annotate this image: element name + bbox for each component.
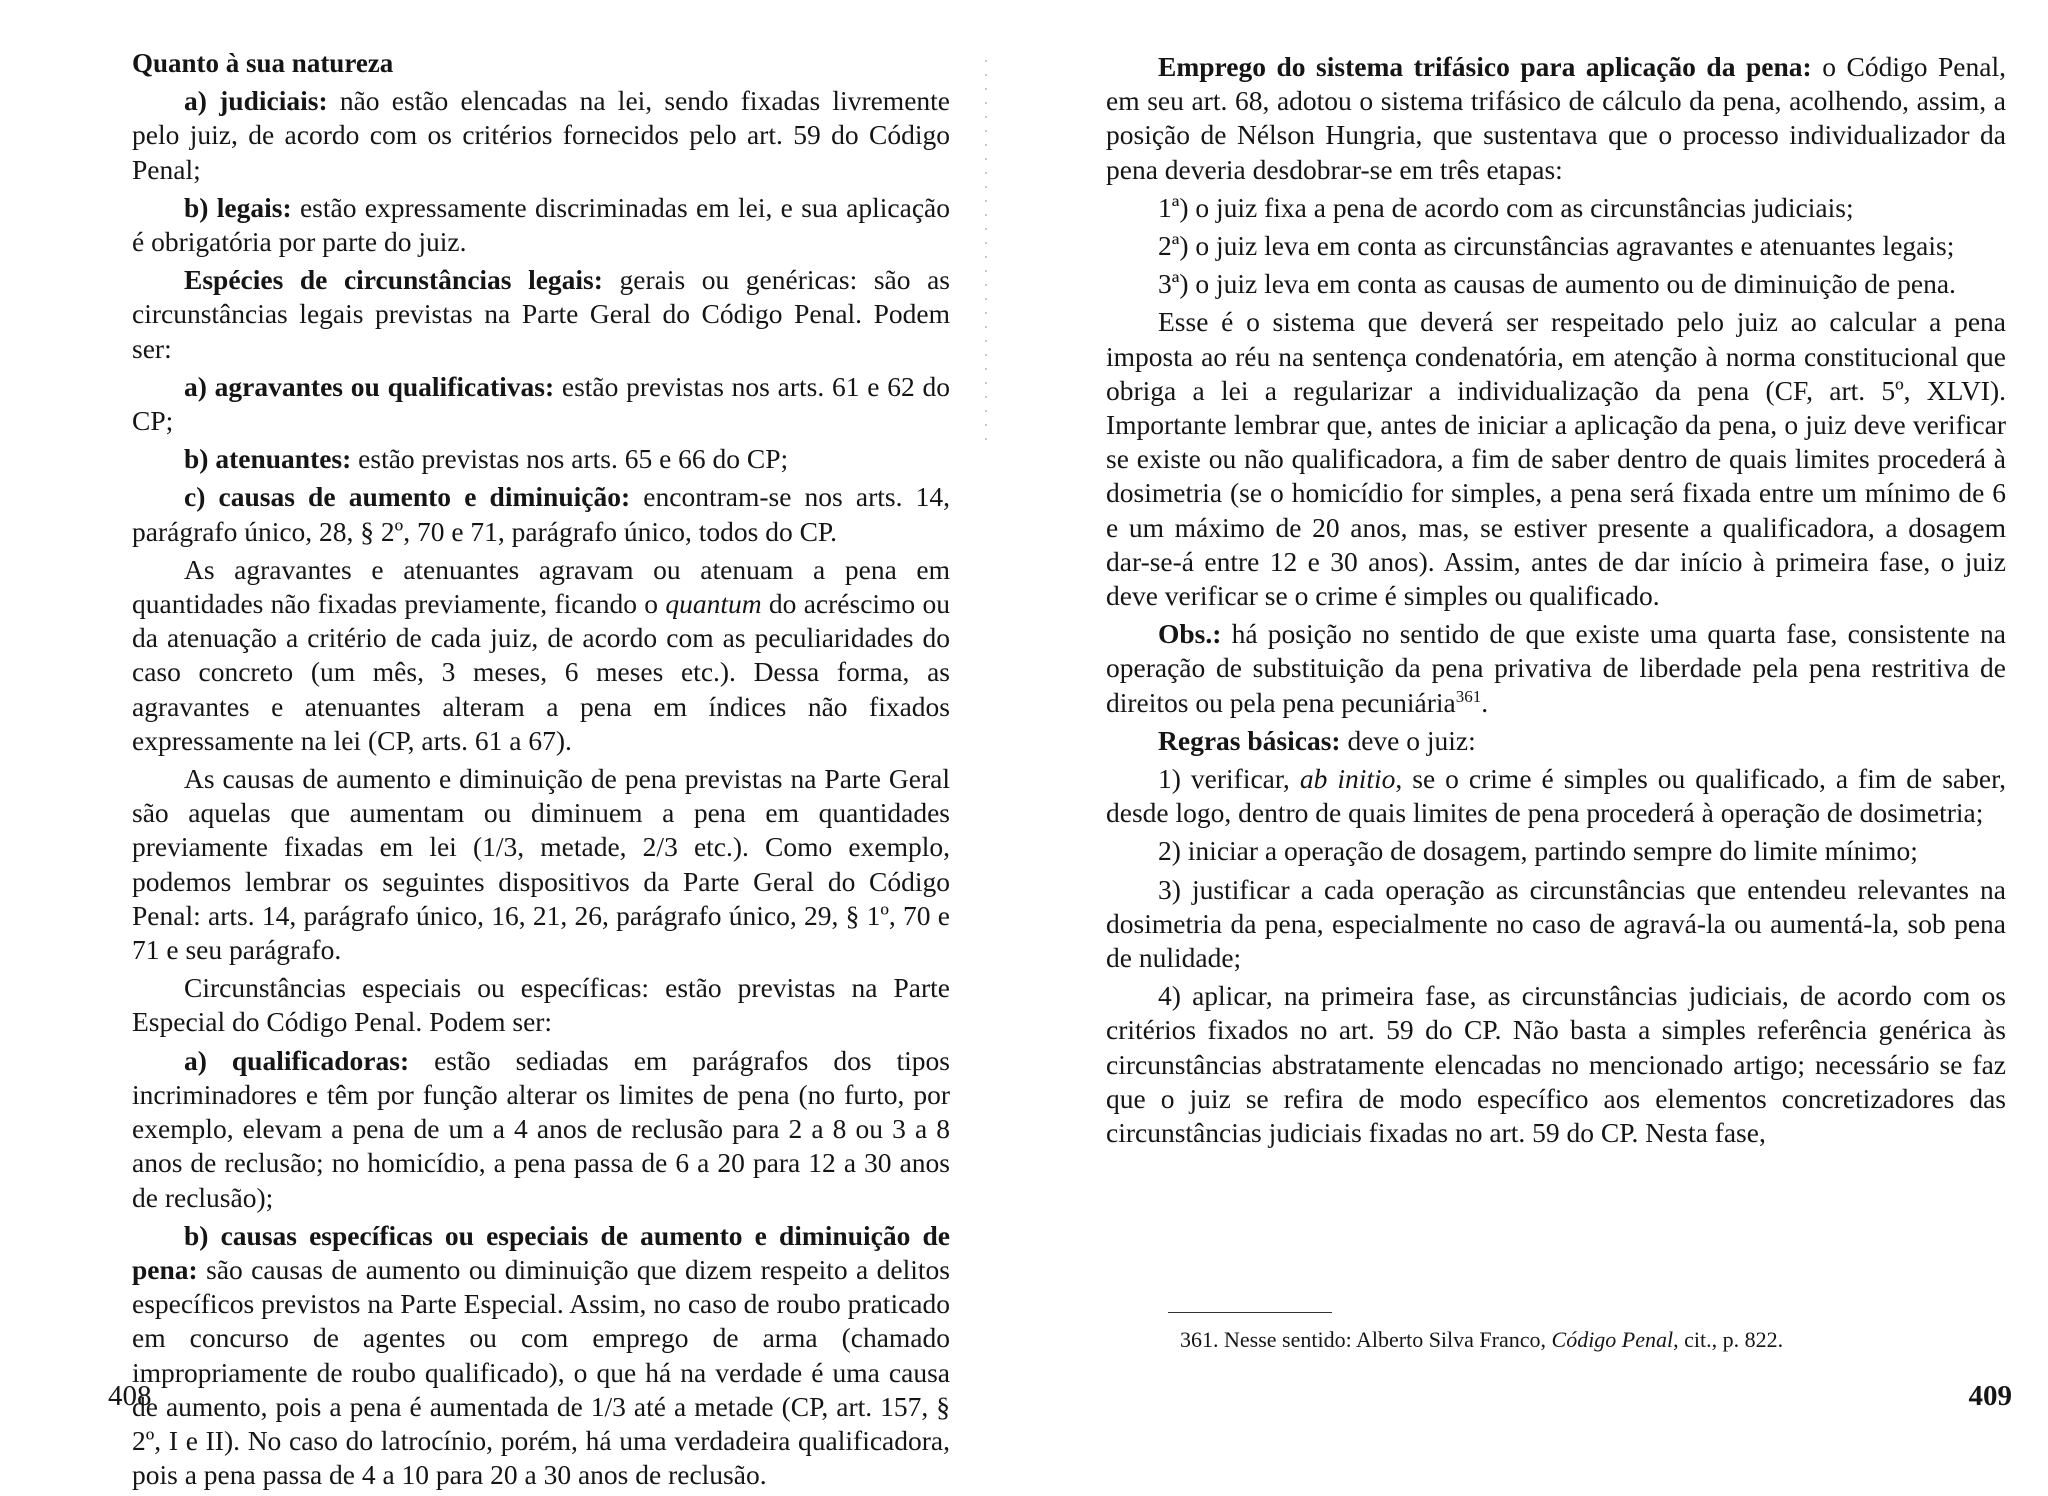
page-number: 408 bbox=[108, 1380, 152, 1412]
footnote-ref: 361 bbox=[1455, 686, 1482, 706]
paragraph: Espécies de circunstâncias legais: gerais ou genéricas: são as circunstâncias legais previstas na Parte Geral do Código Penal. Podem ser: bbox=[132, 264, 950, 364]
italic-term: ab initio bbox=[1299, 763, 1396, 795]
paragraph: a) agravantes ou qualificativas: estão previstas nos arts. 61 e 62 do CP; bbox=[132, 370, 950, 437]
footnote-divider bbox=[1168, 1312, 1332, 1313]
term: Obs.: bbox=[1158, 618, 1222, 650]
term: a) agravantes ou qualificativas: bbox=[184, 370, 555, 402]
term: b) atenuantes: bbox=[184, 443, 352, 475]
term: Emprego do sistema trifásico para aplicação da pena: bbox=[1158, 51, 1812, 82]
paragraph: As causas de aumento e diminuição de pena previstas na Parte Geral são aquelas que aumentam ou diminuem a pena em quantidades previamente fixadas em lei (1/3, metade, 2/3 etc.). Como exemplo, podemos lembrar os seguintes dispositivos da Parte Geral do Código Penal: arts. 14, parágrafo único, 16, 21, 26, parágrafo único, 29, § 1º, 70 e 71 e seu parágrafo. bbox=[132, 763, 950, 966]
left-page bbox=[0, 0, 1000, 1491]
term: Espécies de circunstâncias legais: bbox=[184, 264, 603, 296]
paragraph: Obs.: há posição no sentido de que existe uma quarta fase, consistente na operação de substituição da pena privativa de liberdade pela pena restritiva de direitos ou pela pena pecuniária$^{361}$. bbox=[1106, 618, 2006, 718]
gutter-scan-marks bbox=[985, 60, 987, 450]
left-text-column bbox=[132, 46, 950, 1496]
paragraph: Esse é o sistema que deverá ser respeitado pelo juiz ao calcular a pena imposta ao réu na sentença condenatória, em atenção à norma constitucional que obriga a lei a regularizar a individualização da pena (CF, art. 5º, XLVI). Importante lembrar que, antes de iniciar a aplicação da pena, o juiz deve verificar se existe ou não qualificadora, a fim de saber dentro de quais limites procederá à dosimetria (se o homicídio for simples, a pena será fixada entre um mínimo de 6 e um máximo de 20 anos, mas, se estiver presente a qualificadora, a dosagem dar-se-á entre 12 e 30 anos). Assim, antes de dar início à primeira fase, o juiz deve verificar se o crime é simples ou qualificado. bbox=[1106, 306, 2006, 612]
footnote: 361. Nesse sentido: Alberto Silva Franco, Código Penal, cit., p. 822. bbox=[1180, 1327, 1784, 1352]
italic-term: quantum bbox=[665, 588, 762, 620]
paragraph: b) atenuantes: estão previstas nos arts. 65 e 66 do CP; bbox=[184, 443, 789, 475]
italic-term: Código Penal bbox=[1551, 1327, 1674, 1352]
paragraph: 2) iniciar a operação de dosagem, partindo sempre do limite mínimo; bbox=[1158, 835, 1918, 867]
paragraph: a) qualificadoras: estão sediadas em parágrafos dos tipos incriminadores e têm por função alterar os limites de pena (no furto, por exemplo, elevam a pena de um a 4 anos de reclusão para 2 a 8 ou 3 a 8 anos de reclusão; no homicídio, a pena passa de 6 a 20 para 12 a 30 anos de reclusão); bbox=[132, 1044, 950, 1213]
paragraph: 3) justificar a cada operação as circunstâncias que entendeu relevantes na dosimetria da pena, especialmente no caso de agravá-la ou aumentá-la, sob pena de nulidade; bbox=[1106, 873, 2006, 974]
paragraph: 1) verificar, ab initio, se o crime é simples ou qualificado, a fim de saber, desde logo, dentro de quais limites de pena procederá à operação de dosimetria; bbox=[1106, 763, 2007, 829]
term: b) causas específicas ou especiais de aumento e diminuição de pena: bbox=[132, 1219, 950, 1285]
paragraph: a) judiciais: não estão elencadas na lei, sendo fixadas livremente pelo juiz, de acordo com os critérios fornecidos pelo art. 59 do Código Penal; bbox=[132, 85, 950, 185]
paragraph: b) legais: estão expressamente discriminadas em lei, e sua aplicação é obrigatória por parte do juiz. bbox=[132, 191, 950, 258]
paragraph: Circunstâncias especiais ou específicas: estão previstas na Parte Especial do Código Penal. Podem ser: bbox=[132, 972, 950, 1038]
paragraph: 4) aplicar, na primeira fase, as circunstâncias judiciais, de acordo com os critérios fixados no art. 59 do CP. Não basta a simples referência genérica às circunstâncias abstratamente elencadas no mencionado artigo; necessário se faz que o juiz se refira de modo específico aos elementos concretizadores das circunstâncias judiciais fixadas no art. 59 do CP. Nesta fase, bbox=[1106, 980, 2006, 1149]
paragraph: c) causas de aumento e diminuição: encontram-se nos arts. 14, parágrafo único, 28, § 2º, 70 e 71, parágrafo único, todos do CP. bbox=[132, 481, 950, 547]
paragraph: 3ª) o juiz leva em conta as causas de aumento ou de diminuição de pena. bbox=[1158, 268, 1956, 300]
right-page bbox=[1080, 0, 2048, 1456]
paragraph: Emprego do sistema trifásico para aplicação da pena: o Código Penal, em seu art. 68, adotou o sistema trifásico de cálculo da pena, acolhendo, assim, a posição de Nélson Hungria, que sustentava que o processo individualizador da pena deveria desdobrar-se em três etapas: bbox=[1106, 51, 2006, 185]
paragraph: As agravantes e atenuantes agravam ou atenuam a pena em quantidades não fixadas previamente, ficando o quantum do acréscimo ou da atenuação a critério de cada juiz, de acordo com as peculiaridades do caso concreto (um mês, 3 meses, 6 meses etc.). Dessa forma, as agravantes e atenuantes alteram a pena em índices não fixados expressamente na lei (CP, arts. 61 a 67). bbox=[132, 553, 950, 756]
paragraph: Regras básicas: deve o juiz: bbox=[1158, 724, 1476, 756]
paragraph: b) causas específicas ou especiais de aumento e diminuição de pena: são causas de aumento ou diminuição que dizem respeito a delitos específicos previstos na Parte Especial. Assim, no caso de roubo praticado em concurso de agentes ou com emprego de arma (chamado impropriamente de roubo qualificado), o que há na verdade é uma causa de aumento, pois a pena é aumentada de 1/3 até a metade (CP, art. 157, § 2º, I e II). No caso do latrocínio, porém, há uma verdadeira qualificadora, pois a pena passa de 4 a 10 para 20 a 30 anos de reclusão. bbox=[132, 1219, 950, 1491]
right-text-column bbox=[1106, 50, 2006, 1154]
page-number: 409 bbox=[1968, 1380, 2012, 1412]
term: a) judiciais: bbox=[184, 85, 328, 117]
section-heading: Quanto à sua natureza bbox=[132, 48, 394, 78]
term: Regras básicas: bbox=[1158, 724, 1341, 756]
term: c) causas de aumento e diminuição: bbox=[184, 481, 631, 513]
paragraph: 1ª) o juiz fixa a pena de acordo com as circunstâncias judiciais; bbox=[1158, 191, 1854, 223]
paragraph: 2ª) o juiz leva em conta as circunstâncias agravantes e atenuantes legais; bbox=[1158, 230, 1955, 262]
term: a) qualificadoras: bbox=[184, 1044, 410, 1076]
term: b) legais: bbox=[184, 191, 292, 223]
